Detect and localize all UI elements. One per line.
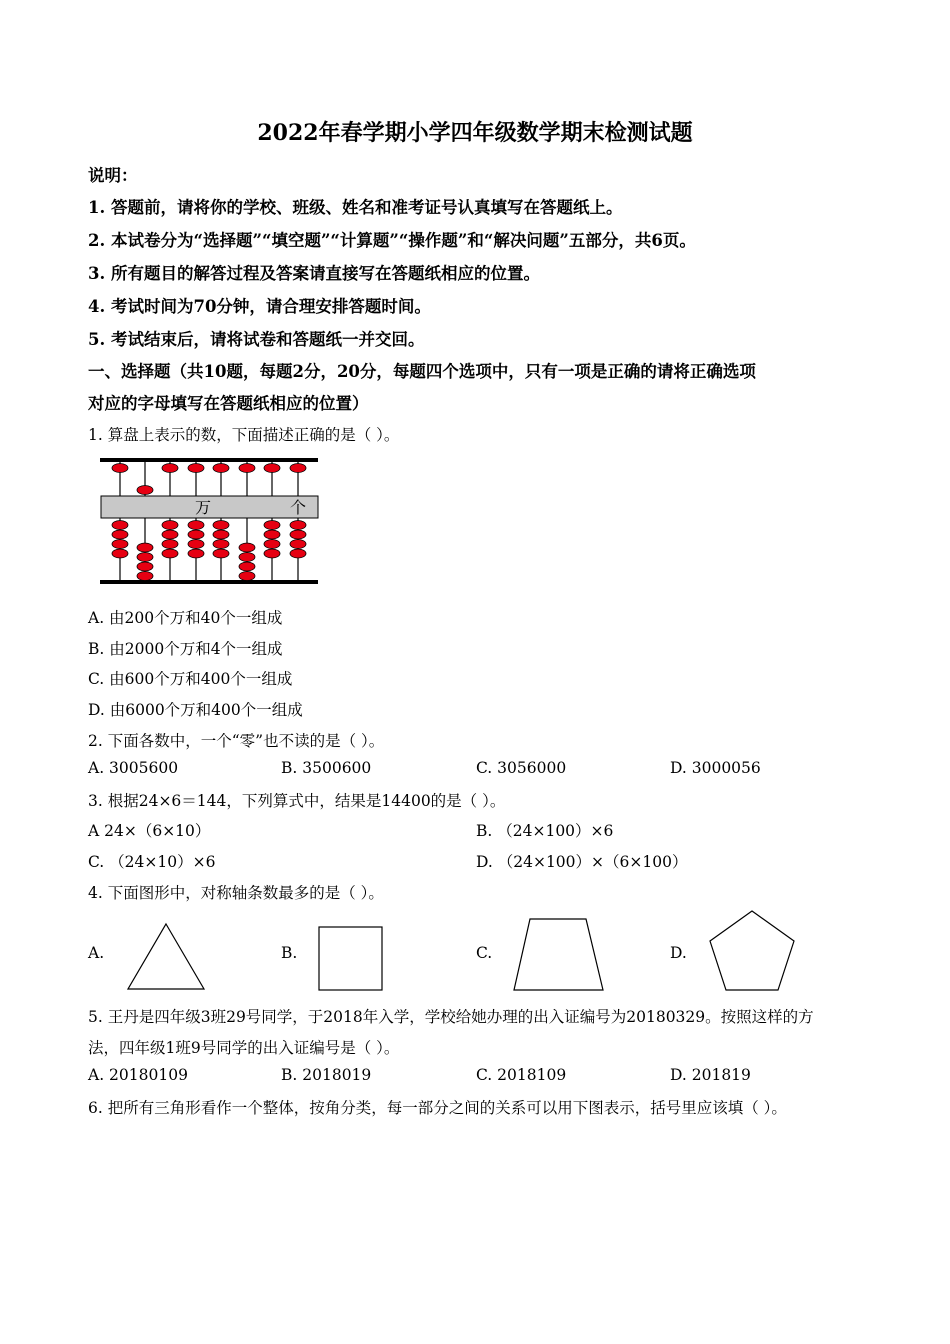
abacus-lower-bead-counted [188, 530, 204, 539]
triangle-shape[interactable] [126, 922, 206, 992]
abacus-upper-bead [239, 464, 255, 473]
question-6-stem: 6. 把所有三角形看作一个整体，按角分类，每一部分之间的关系可以用下图表示，括号里应该填（ ）。 [88, 1099, 787, 1117]
question-3-stem: 3. 根据24×6＝144，下列算式中，结果是14400的是（ ）。 [88, 792, 506, 810]
q2-option-d[interactable]: D. 3000056 [670, 759, 761, 777]
abacus-lower-bead-counted [188, 549, 204, 558]
question-5-stem-cont: 法，四年级1班9号同学的出入证编号是（ ）。 [88, 1039, 400, 1057]
abacus-upper-bead [112, 464, 128, 473]
question-1-stem: 1. 算盘上表示的数，下面描述正确的是（ ）。 [88, 426, 400, 444]
abacus-top-bar [100, 458, 318, 462]
q2-option-a[interactable]: A. 3005600 [88, 759, 179, 777]
q5-option-d[interactable]: D. 201819 [670, 1066, 751, 1084]
section-heading-cont: 对应的字母填写在答题纸相应的位置） [88, 394, 369, 413]
q1-option-a[interactable]: A. 由200个万和40个一组成 [88, 609, 283, 627]
abacus-lower-bead-counted [264, 549, 280, 558]
abacus-bottom-bar [100, 580, 318, 584]
abacus-lower-bead-counted [264, 540, 280, 549]
abacus-lower-bead-counted [264, 530, 280, 539]
trapezoid-shape[interactable] [512, 917, 606, 993]
q2-option-c[interactable]: C. 3056000 [476, 759, 567, 777]
instruction-item: 5. 考试结束后，请将试卷和答题纸一并交回。 [88, 330, 425, 349]
abacus-lower-bead [137, 543, 153, 552]
q2-option-b[interactable]: B. 3500600 [281, 759, 372, 777]
instruction-item: 1. 答题前，请将你的学校、班级、姓名和准考证号认真填写在答题纸上。 [88, 198, 623, 217]
abacus-lower-bead-counted [188, 540, 204, 549]
abacus-lower-bead-counted [290, 530, 306, 539]
instructions-heading: 说明： [88, 166, 138, 185]
abacus-upper-bead [162, 464, 178, 473]
instruction-item: 4. 考试时间为70分钟，请合理安排答题时间。 [88, 297, 431, 316]
abacus-lower-bead-counted [162, 540, 178, 549]
q5-option-c[interactable]: C. 2018109 [476, 1066, 567, 1084]
abacus-upper-bead [290, 464, 306, 473]
abacus-lower-bead-counted [162, 549, 178, 558]
instruction-item: 2. 本试卷分为“选择题”“填空题”“计算题”“操作题”和“解决问题”五部分，共6页。 [88, 231, 696, 250]
abacus-figure [100, 456, 320, 588]
question-2-stem: 2. 下面各数中，一个“零”也不读的是（ ）。 [88, 732, 385, 750]
q1-option-c[interactable]: C. 由600个万和400个一组成 [88, 670, 293, 688]
abacus-upper-bead [213, 464, 229, 473]
abacus-lower-bead-counted [162, 530, 178, 539]
q4-option-a[interactable]: A. [88, 944, 105, 962]
abacus-lower-bead [137, 553, 153, 562]
q1-option-d[interactable]: D. 由6000个万和400个一组成 [88, 701, 303, 719]
abacus-lower-bead-counted [112, 549, 128, 558]
abacus-lower-bead-counted [112, 530, 128, 539]
abacus-lower-bead-counted [290, 521, 306, 530]
abacus-lower-bead-counted [162, 521, 178, 530]
q1-option-b[interactable]: B. 由2000个万和4个一组成 [88, 640, 283, 658]
q3-option-b[interactable]: B. （24×100）×6 [476, 822, 614, 840]
abacus-lower-bead-counted [213, 530, 229, 539]
abacus-lower-bead-counted [290, 549, 306, 558]
section-heading: 一、选择题（共10题，每题2分，20分，每题四个选项中，只有一项是正确的请将正确选项 [88, 362, 756, 381]
q5-option-a[interactable]: A. 20180109 [88, 1066, 188, 1084]
abacus-lower-bead-counted [213, 521, 229, 530]
abacus-label-ge: 个 [290, 498, 307, 517]
abacus-lower-bead [239, 553, 255, 562]
q4-option-b[interactable]: B. [281, 944, 298, 962]
q3-option-a[interactable]: A 24×（6×10） [88, 822, 211, 840]
q4-option-c[interactable]: C. [476, 944, 493, 962]
pentagon-shape[interactable] [706, 909, 798, 993]
abacus-lower-bead-counted [112, 521, 128, 530]
abacus-lower-bead-counted [213, 549, 229, 558]
abacus-lower-bead-counted [213, 540, 229, 549]
abacus-upper-bead [264, 464, 280, 473]
abacus-lower-bead-counted [188, 521, 204, 530]
abacus-lower-bead-counted [264, 521, 280, 530]
question-4-stem: 4. 下面图形中，对称轴条数最多的是（ ）。 [88, 884, 384, 902]
q4-option-d[interactable]: D. [670, 944, 687, 962]
q3-option-d[interactable]: D. （24×100）×（6×100） [476, 853, 688, 871]
question-5-stem: 5. 王丹是四年级3班29号同学，于2018年入学，学校给她办理的出入证编号为20180329。按照这样的方 [88, 1008, 814, 1026]
q3-option-c[interactable]: C. （24×10）×6 [88, 853, 216, 871]
abacus-upper-bead [137, 486, 153, 495]
instruction-item: 3. 所有题目的解答过程及答案请直接写在答题纸相应的位置。 [88, 264, 540, 283]
abacus-lower-bead [137, 562, 153, 571]
q5-option-b[interactable]: B. 2018019 [281, 1066, 372, 1084]
abacus-lower-bead [239, 543, 255, 552]
abacus-label-wan: 万 [195, 498, 212, 517]
abacus-lower-bead-counted [112, 540, 128, 549]
square-shape[interactable] [318, 926, 384, 992]
abacus-lower-bead-counted [290, 540, 306, 549]
page-title: 2022年春学期小学四年级数学期末检测试题 [257, 120, 693, 146]
abacus-lower-bead [137, 572, 153, 581]
abacus-lower-bead [239, 562, 255, 571]
abacus-upper-bead [188, 464, 204, 473]
abacus-lower-bead [239, 572, 255, 581]
